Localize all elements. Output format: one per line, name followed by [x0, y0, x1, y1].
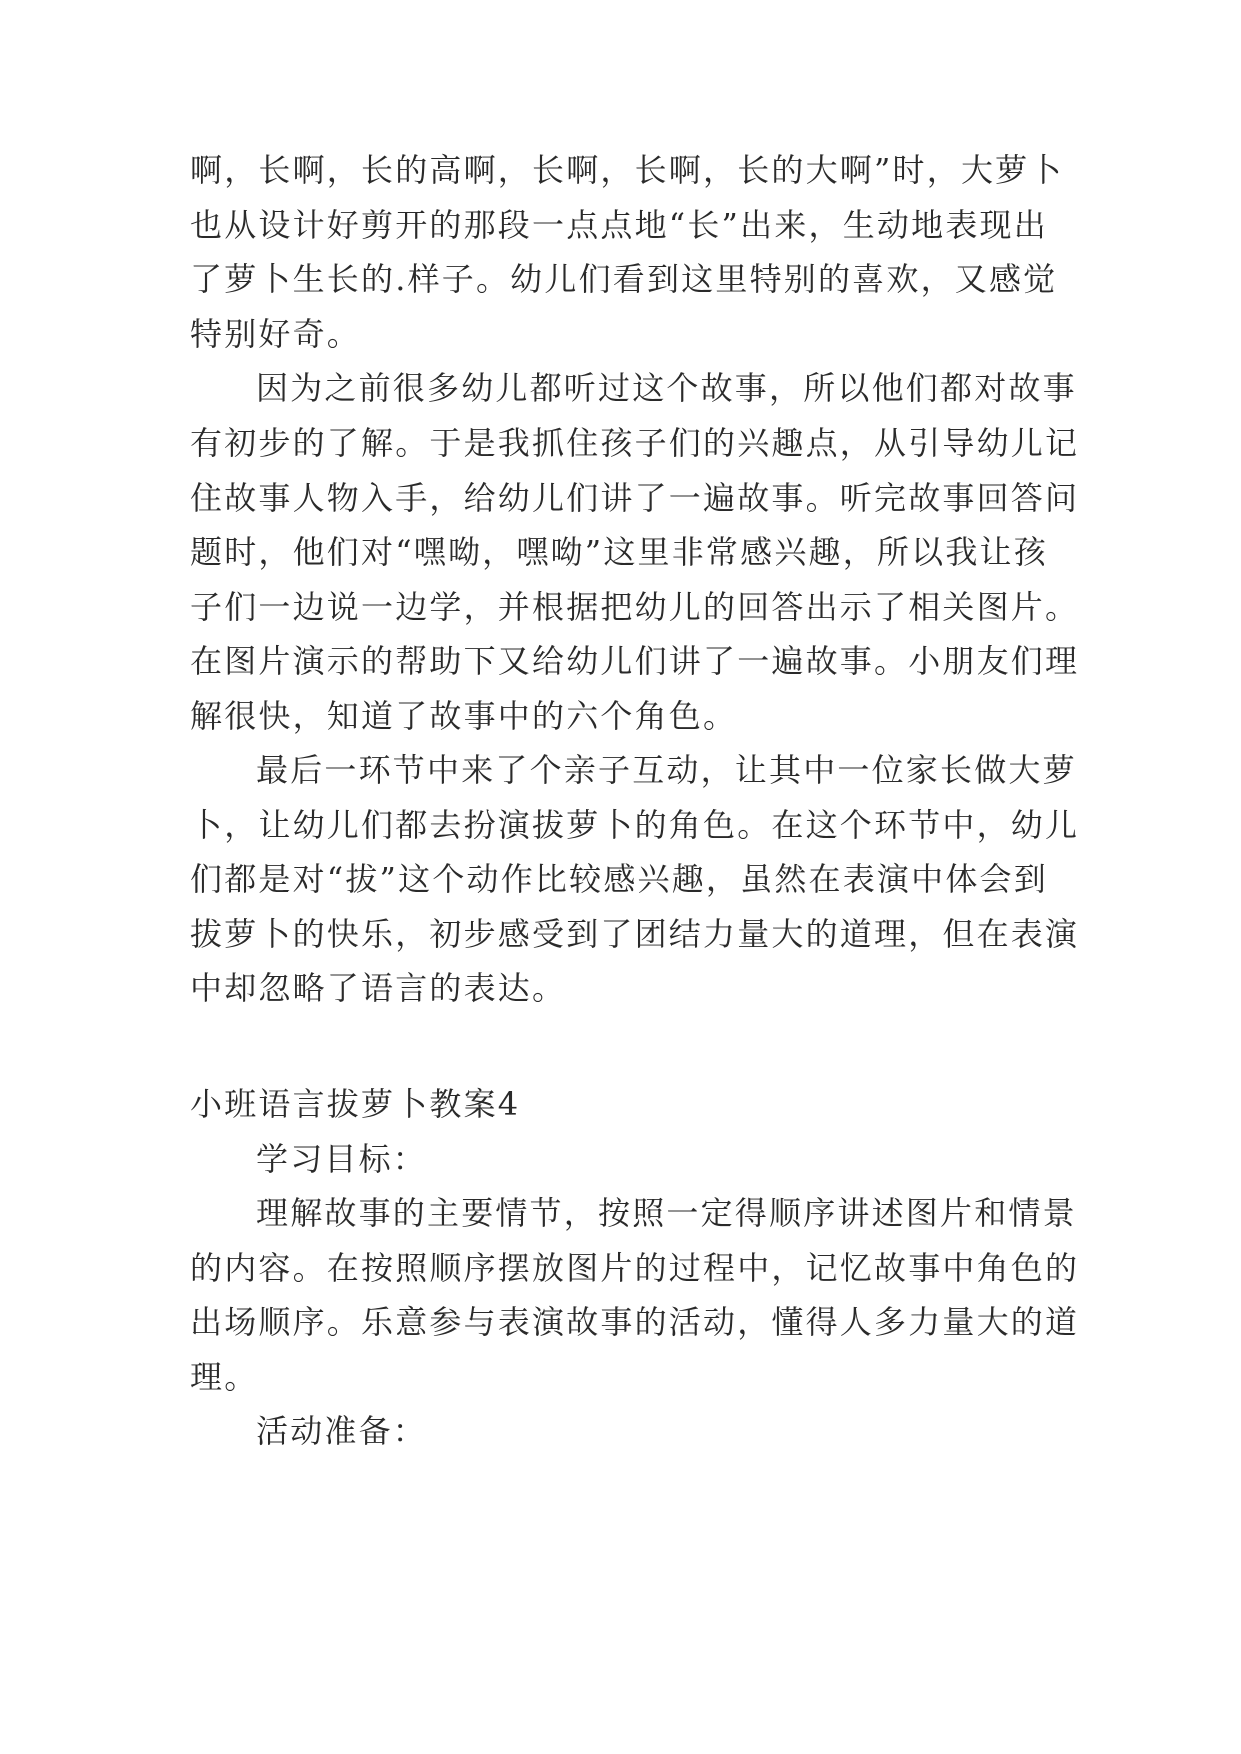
text-line: 啊，长啊，长的高啊，长啊，长啊，长的大啊”时，大萝卜 — [190, 151, 1064, 189]
text-line: 了萝卜生长的.样子。幼儿们看到这里特别的喜欢，又感觉 — [190, 260, 1058, 298]
text-line: 卜，让幼儿们都去扮演拔萝卜的角色。在这个环节中，幼儿 — [190, 806, 1080, 844]
text-line: 题时，他们对“嘿呦，嘿呦”这里非常感兴趣，所以我让孩 — [190, 533, 1048, 571]
text-line: 有初步的了解。于是我抓住孩子们的兴趣点，从引导幼儿记 — [190, 424, 1080, 462]
text-line: 理。 — [190, 1358, 259, 1396]
paragraph-start-line: 因为之前很多幼儿都听过这个故事，所以他们都对故事 — [256, 369, 1077, 407]
text-line: 也从设计好剪开的那段一点点地“长”出来，生动地表现出 — [190, 206, 1048, 244]
subheading: 学习目标： — [256, 1140, 428, 1178]
text-line: 特别好奇。 — [190, 315, 362, 353]
subheading: 活动准备： — [256, 1412, 428, 1450]
text-line: 住故事人物入手，给幼儿们讲了一遍故事。听完故事回答问 — [190, 479, 1080, 517]
paragraph-start-line: 最后一环节中来了个亲子互动，让其中一位家长做大萝 — [256, 751, 1077, 789]
text-line: 拔萝卜的快乐，初步感受到了团结力量大的道理，但在表演 — [190, 915, 1080, 953]
paragraph-start-line: 理解故事的主要情节，按照一定得顺序讲述图片和情景 — [256, 1194, 1077, 1232]
text-line: 们都是对“拔”这个动作比较感兴趣，虽然在表演中体会到 — [190, 860, 1048, 898]
text-line: 出场顺序。乐意参与表演故事的活动，懂得人多力量大的道 — [190, 1303, 1080, 1341]
text-line: 在图片演示的帮助下又给幼儿们讲了一遍故事。小朋友们理 — [190, 642, 1080, 680]
section-heading: 小班语言拔萝卜教案4 — [190, 1085, 521, 1123]
text-line: 的内容。在按照顺序摆放图片的过程中，记忆故事中角色的 — [190, 1249, 1080, 1287]
text-line: 中却忽略了语言的表达。 — [190, 969, 567, 1007]
text-line: 解很快，知道了故事中的六个角色。 — [190, 697, 738, 735]
text-line: 子们一边说一边学，并根据把幼儿的回答出示了相关图片。 — [190, 588, 1080, 626]
